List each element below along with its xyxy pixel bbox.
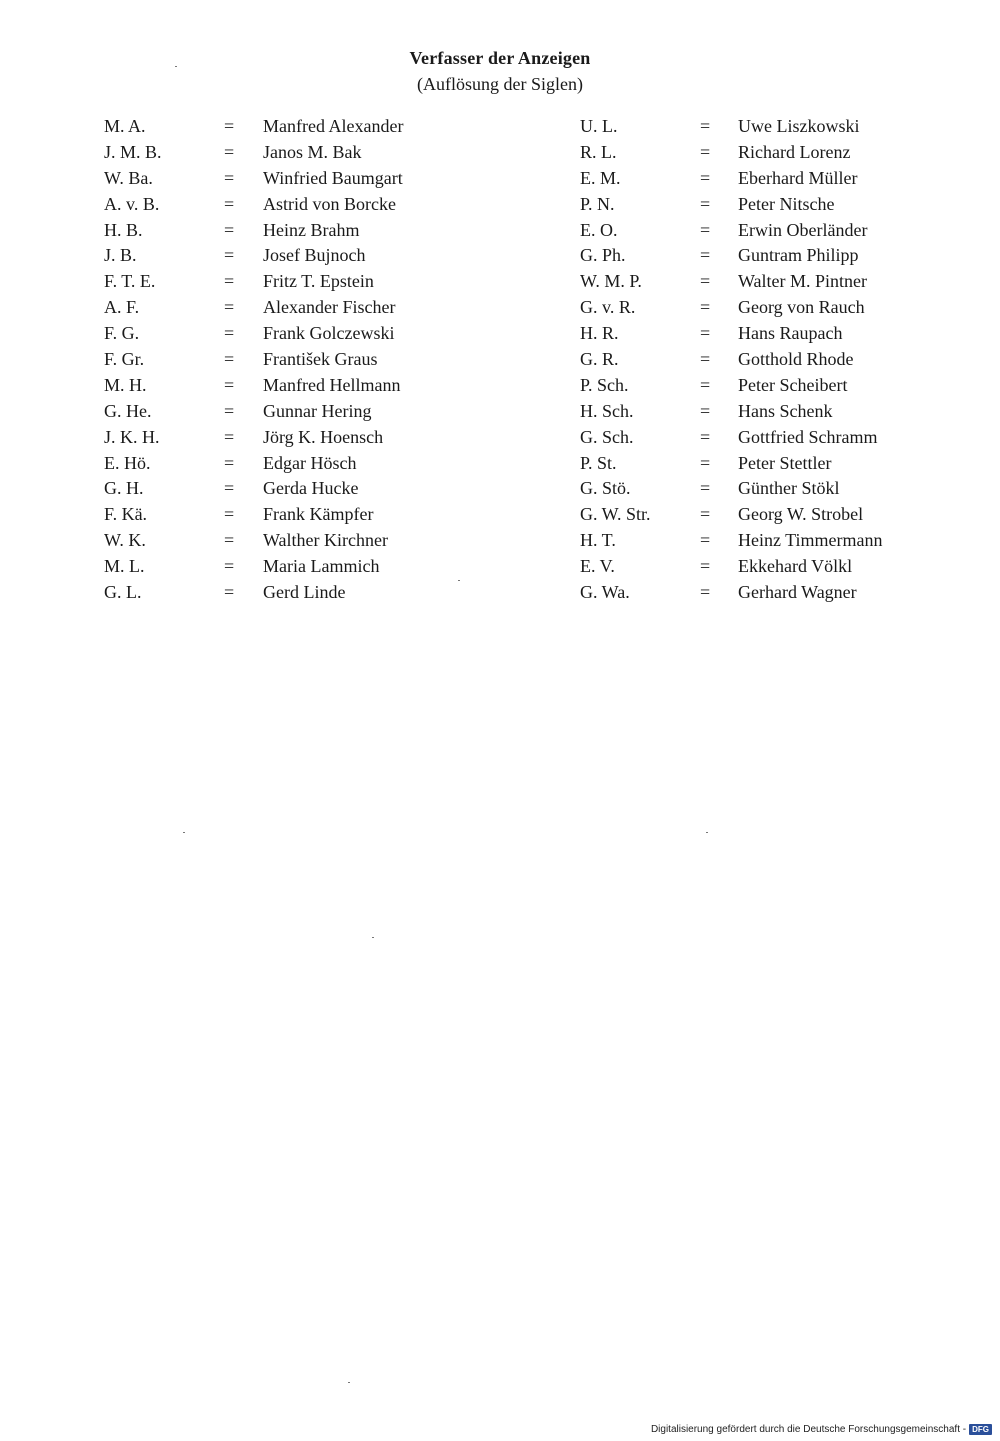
author-name: Georg W. Strobel <box>738 504 864 525</box>
sigla-abbreviation: M. H. <box>104 374 147 395</box>
equals-sign: = <box>224 219 235 240</box>
equals-sign: = <box>700 556 711 577</box>
sigla-abbreviation: F. G. <box>104 323 140 344</box>
author-name: Gerd Linde <box>263 582 346 603</box>
equals-sign: = <box>700 400 711 421</box>
author-name: Georg von Rauch <box>738 297 865 318</box>
sigla-abbreviation: A. F. <box>104 297 140 318</box>
page-subtitle: (Auflösung der Siglen) <box>417 74 583 94</box>
sigla-abbreviation: E. M. <box>580 167 621 188</box>
sigla-abbreviation: F. T. E. <box>104 271 156 292</box>
equals-sign: = <box>700 426 711 447</box>
scan-speck <box>706 832 708 833</box>
author-name: Janos M. Bak <box>263 141 362 162</box>
equals-sign: = <box>224 349 235 370</box>
scan-speck <box>458 580 460 581</box>
sigla-abbreviation: R. L. <box>580 141 617 162</box>
author-name: František Graus <box>263 349 378 370</box>
author-name: Hans Raupach <box>738 323 843 344</box>
sigla-abbreviation: G. Stö. <box>580 478 631 499</box>
scan-speck <box>175 66 177 67</box>
sigla-abbreviation: H. R. <box>580 323 619 344</box>
footer-text: Digitalisierung gefördert durch die Deutsche Forschungsgemeinschaft - <box>650 1424 967 1435</box>
author-name: Maria Lammich <box>263 556 380 577</box>
equals-sign: = <box>224 478 235 499</box>
sigla-abbreviation: G. W. Str. <box>580 504 651 525</box>
equals-sign: = <box>700 219 711 240</box>
equals-sign: = <box>224 556 235 577</box>
equals-sign: = <box>700 582 711 603</box>
sigla-abbreviation: G. He. <box>104 400 152 421</box>
author-name: Peter Stettler <box>738 452 832 473</box>
sigla-abbreviation: M. L. <box>104 556 145 577</box>
author-name: Heinz Brahm <box>263 219 360 240</box>
sigla-abbreviation: J. M. B. <box>104 141 162 162</box>
equals-sign: = <box>224 141 235 162</box>
sigla-abbreviation: U. L. <box>580 116 618 136</box>
author-name: Jörg K. Hoensch <box>263 426 384 447</box>
sigla-abbreviation: G. v. R. <box>580 297 636 318</box>
equals-sign: = <box>700 452 711 473</box>
scan-speck <box>372 937 374 938</box>
author-name: Heinz Timmermann <box>738 530 883 551</box>
sigla-abbreviation: P. St. <box>580 452 617 473</box>
sigla-abbreviation: E. Hö. <box>104 452 151 473</box>
sigla-abbreviation: W. M. P. <box>580 271 642 292</box>
sigla-abbreviation: P. N. <box>580 193 615 214</box>
author-name: Frank Golczewski <box>263 323 395 344</box>
sigla-abbreviation: J. B. <box>104 245 137 266</box>
sigla-abbreviation: F. Gr. <box>104 349 145 370</box>
author-name: Walter M. Pintner <box>738 271 868 292</box>
author-name: Astrid von Borcke <box>263 193 396 214</box>
sigla-abbreviation: J. K. H. <box>104 426 160 447</box>
equals-sign: = <box>224 374 235 395</box>
author-name: Manfred Alexander <box>263 116 404 136</box>
author-name: Hans Schenk <box>738 400 833 421</box>
equals-sign: = <box>224 504 235 525</box>
sigla-abbreviation: M. A. <box>104 116 146 136</box>
equals-sign: = <box>224 245 235 266</box>
author-name: Peter Nitsche <box>738 193 835 214</box>
sigla-abbreviation: A. v. B. <box>104 193 160 214</box>
sigla-abbreviation: H. T. <box>580 530 616 551</box>
equals-sign: = <box>700 478 711 499</box>
equals-sign: = <box>224 167 235 188</box>
equals-sign: = <box>224 452 235 473</box>
sigla-abbreviation: G. R. <box>580 349 619 370</box>
sigla-abbreviation: P. Sch. <box>580 374 629 395</box>
sigla-abbreviation: G. L. <box>104 582 142 603</box>
equals-sign: = <box>224 297 235 318</box>
author-name: Guntram Philipp <box>738 245 859 266</box>
equals-sign: = <box>700 193 711 214</box>
equals-sign: = <box>224 582 235 603</box>
equals-sign: = <box>700 116 711 136</box>
author-name: Gottfried Schramm <box>738 426 878 447</box>
equals-sign: = <box>224 400 235 421</box>
equals-sign: = <box>700 271 711 292</box>
author-name: Richard Lorenz <box>738 141 851 162</box>
equals-sign: = <box>224 271 235 292</box>
author-name: Manfred Hellmann <box>263 374 401 395</box>
sigla-abbreviation: H. B. <box>104 219 143 240</box>
equals-sign: = <box>700 349 711 370</box>
sigla-abbreviation: E. V. <box>580 556 615 577</box>
author-name: Edgar Hösch <box>263 452 357 473</box>
equals-sign: = <box>700 504 711 525</box>
sigla-abbreviation: G. H. <box>104 478 144 499</box>
sigla-abbreviation: E. O. <box>580 219 618 240</box>
equals-sign: = <box>224 193 235 214</box>
sigla-abbreviation: H. Sch. <box>580 400 634 421</box>
equals-sign: = <box>224 426 235 447</box>
equals-sign: = <box>224 323 235 344</box>
author-name: Eberhard Müller <box>738 167 858 188</box>
sigla-abbreviation: G. Ph. <box>580 245 626 266</box>
equals-sign: = <box>700 374 711 395</box>
author-name: Erwin Oberländer <box>738 219 868 240</box>
author-name: Gerhard Wagner <box>738 582 857 603</box>
equals-sign: = <box>700 297 711 318</box>
equals-sign: = <box>700 245 711 266</box>
scan-speck <box>183 832 185 833</box>
author-name: Josef Bujnoch <box>263 245 366 266</box>
equals-sign: = <box>700 323 711 344</box>
author-name: Peter Scheibert <box>738 374 848 395</box>
sigla-abbreviation: W. Ba. <box>104 167 153 188</box>
author-name: Ekkehard Völkl <box>738 556 853 577</box>
digitization-footer <box>651 1424 992 1435</box>
author-name: Gunnar Hering <box>263 400 372 421</box>
equals-sign: = <box>700 141 711 162</box>
sigla-abbreviation: F. Kä. <box>104 504 148 525</box>
sigla-abbreviation: G. Wa. <box>580 582 630 603</box>
equals-sign: = <box>224 530 235 551</box>
author-name: Gerda Hucke <box>263 478 359 499</box>
author-name: Günther Stökl <box>738 478 840 499</box>
author-name: Fritz T. Epstein <box>263 271 374 292</box>
sigla-abbreviation: W. K. <box>104 530 146 551</box>
scan-speck <box>348 1382 350 1383</box>
author-name: Winfried Baumgart <box>263 167 403 188</box>
equals-sign: = <box>224 116 235 136</box>
author-name: Gotthold Rhode <box>738 349 854 370</box>
author-name: Frank Kämpfer <box>263 504 374 525</box>
sigla-abbreviation: G. Sch. <box>580 426 634 447</box>
equals-sign: = <box>700 530 711 551</box>
equals-sign: = <box>700 167 711 188</box>
page-title: Verfasser der Anzeigen <box>409 48 591 68</box>
author-name: Alexander Fischer <box>263 297 396 318</box>
author-name: Uwe Liszkowski <box>738 116 860 136</box>
dfg-logo: DFG <box>969 1424 992 1435</box>
author-name: Walther Kirchner <box>263 530 388 551</box>
